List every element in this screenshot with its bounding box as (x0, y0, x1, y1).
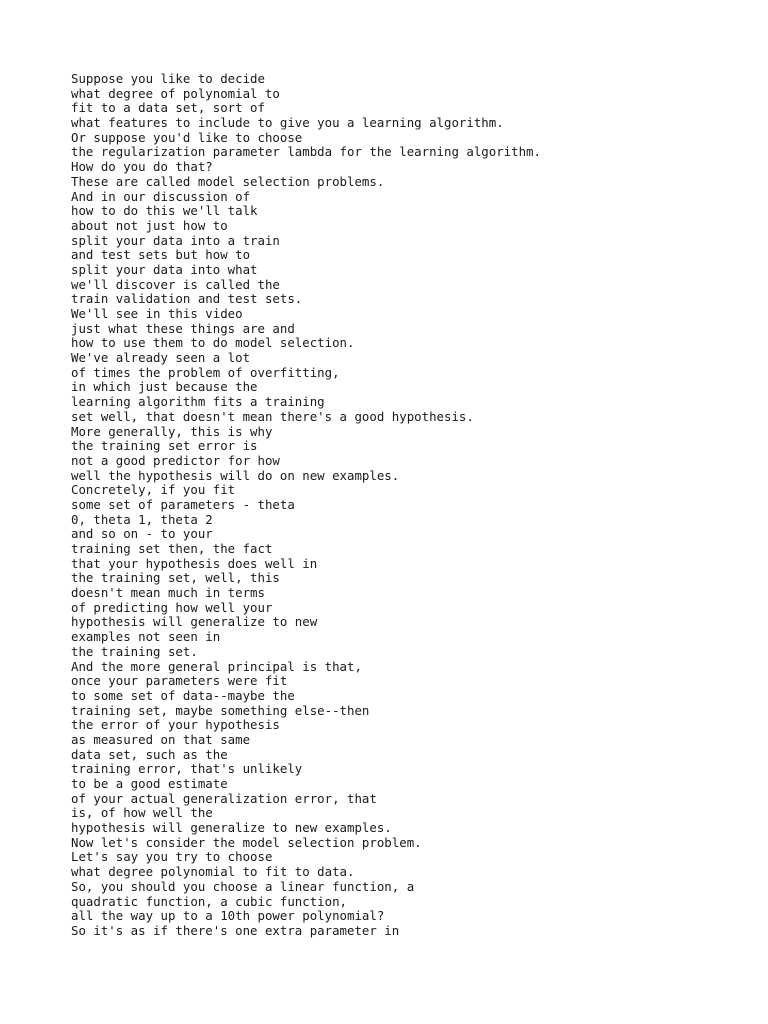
transcript-line: Concretely, if you fit (71, 482, 236, 498)
transcript-line: well the hypothesis will do on new examples. (71, 467, 400, 483)
transcript-text (71, 72, 751, 939)
transcript-line: training set then, the fact (71, 541, 273, 556)
transcript-line: hypothesis will generalize to new examples. (71, 820, 392, 836)
transcript-line: split your data into a train (71, 232, 280, 248)
transcript-line: the training set. (71, 643, 198, 659)
transcript-line: Or suppose you'd like to choose (71, 129, 303, 145)
transcript-line: of your actual generalization error, that (71, 790, 377, 806)
transcript-line: hypothesis will generalize to new (71, 614, 318, 630)
transcript-line: set well, that doesn't mean there's a good hypothesis. (71, 408, 474, 424)
transcript-line: as measured on that same (71, 731, 251, 747)
transcript-line: of times the problem of overfitting, (71, 364, 340, 380)
transcript-line: we'll discover is called the (71, 276, 280, 292)
transcript-line: So, you should you choose a linear function, a (71, 878, 415, 894)
transcript-line: some set of parameters - theta (71, 496, 295, 512)
transcript-line: split your data into what (71, 261, 258, 277)
transcript-line: How do you do that? (71, 159, 213, 175)
transcript-line: what degree of polynomial to (71, 85, 280, 101)
transcript-line: to some set of data--maybe the (71, 687, 295, 703)
transcript-line: Now let's consider the model selection problem. (71, 834, 422, 850)
transcript-line: in which just because the (71, 379, 258, 395)
transcript-line: the error of your hypothesis (71, 717, 280, 733)
transcript-line: the training set error is (71, 438, 258, 454)
transcript-line: not a good predictor for how (71, 452, 280, 468)
transcript-line: once your parameters were fit (71, 673, 288, 689)
transcript-line: quadratic function, a cubic function, (71, 893, 348, 909)
transcript-line: These are called model selection problems. (71, 173, 385, 189)
transcript-line: doesn't mean much in terms (71, 585, 265, 601)
transcript-line: We'll see in this video (71, 306, 243, 321)
transcript-line: about not just how to (71, 217, 228, 233)
transcript-line: what features to include to give you a learning algorithm. (71, 115, 504, 131)
transcript-line: Let's say you try to choose (71, 849, 273, 865)
transcript-line: and so on - to your (71, 526, 213, 542)
transcript-line: training error, that's unlikely (71, 761, 303, 777)
transcript-line: fit to a data set, sort of (71, 100, 265, 116)
transcript-line: of predicting how well your (71, 599, 273, 615)
transcript-line: the regularization parameter lambda for the learning algorithm. (71, 144, 541, 160)
transcript-line: And in our discussion of (71, 188, 251, 204)
transcript-line: that your hypothesis does well in (71, 555, 318, 571)
transcript-line: More generally, this is why (71, 423, 273, 439)
transcript-line: We've already seen a lot (71, 350, 251, 366)
transcript-line: Suppose you like to decide (71, 71, 265, 86)
transcript-line: the training set, well, this (71, 570, 280, 586)
transcript-line: And the more general principal is that, (71, 658, 362, 674)
transcript-line: data set, such as the (71, 746, 228, 762)
transcript-line: learning algorithm fits a training (71, 394, 325, 410)
transcript-line: 0, theta 1, theta 2 (71, 511, 213, 527)
transcript-line: train validation and test sets. (71, 291, 303, 307)
transcript-line: how to do this we'll talk (71, 203, 258, 219)
document-page (71, 72, 751, 939)
transcript-line: to be a good estimate (71, 776, 228, 791)
transcript-line: what degree polynomial to fit to data. (71, 864, 355, 880)
transcript-line: and test sets but how to (71, 247, 251, 263)
transcript-line: is, of how well the (71, 805, 213, 821)
transcript-line: all the way up to a 10th power polynomial? (71, 908, 385, 924)
transcript-line: training set, maybe something else--then (71, 702, 370, 718)
transcript-line: just what these things are and (71, 320, 295, 336)
transcript-line: how to use them to do model selection. (71, 335, 355, 351)
transcript-line: examples not seen in (71, 629, 221, 645)
transcript-line: So it's as if there's one extra parameter in (71, 922, 400, 938)
